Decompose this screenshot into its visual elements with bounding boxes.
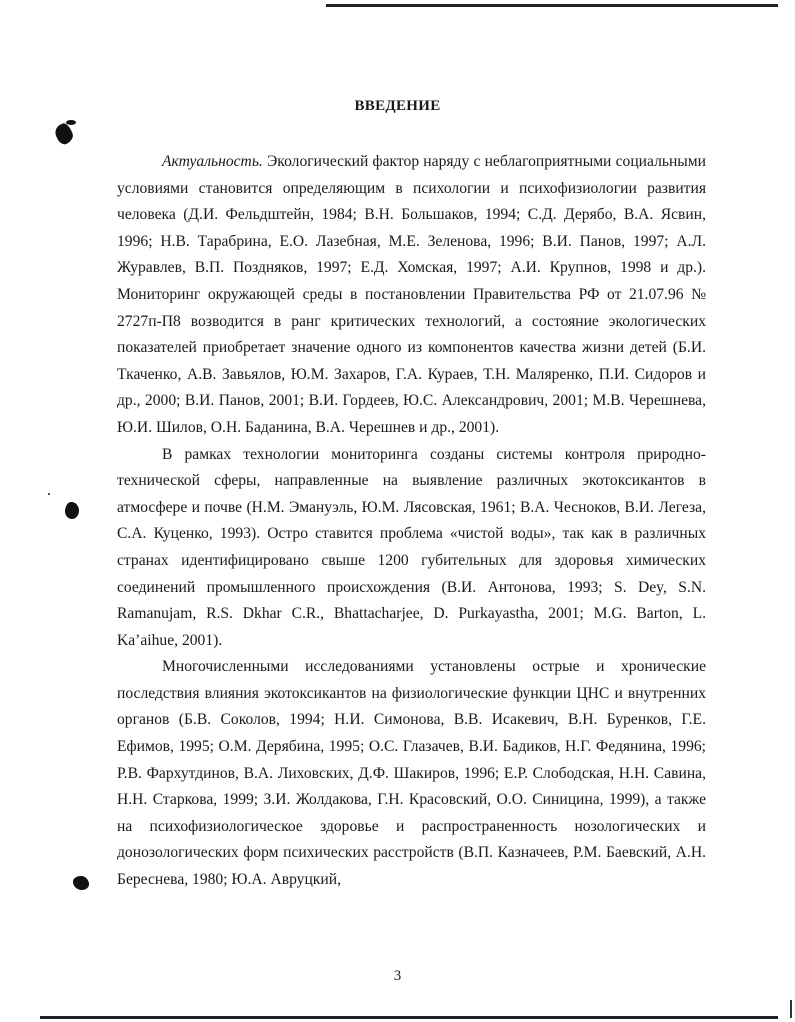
scan-edge-mark xyxy=(790,1000,792,1018)
paragraph-text: Экологический фактор наряду с неблагоприятными социальными условиями становится определяющим в психологии и психофизиологии развития человека (Д.И. Фельдштейн, 1984; В.Н. Большаков, 1994; С.Д. Дерябо, В.А. Ясвин, 1996; Н.В. Тарабрина, Е.О. Лазебная, М.Е. Зеленова, 1996; В.И. Панов, 1997; А.Л. Журавлев, В.П. Поздняков, 1997; Е.Д. Хомская, 1997; А.И. Крупнов, 1998 и др.). Мониторинг окружающей среды в постановлении Правительства РФ от 21.07.96 № 2727п-П8 возводится в ранг критических технологий, а состояние экологических показателей приобретает значение одного из компонентов качества жизни детей (Б.И. Ткаченко, А.В. Завьялов, Ю.М. Захаров, Г.А. Кураев, Т.Н. Маляренко, П.И. Сидоров и др., 2000; В.И. Панов, 2001; В.И. Гордеев, Ю.С. Александрович, 2001; М.В. Черешнева, Ю.И. Шилов, О.Н. Баданина, В.А. Черешнев и др., 2001). xyxy=(117,153,706,436)
scan-top-rule xyxy=(326,4,778,7)
scan-speck xyxy=(48,493,50,495)
paragraph-ecotoxicants: Многочисленными исследованиями установлены острые и хронические последствия влияния экотоксикантов на физиологические функции ЦНС и внутренних органов (Б.В. Соколов, 1994; Н.И. Симонова, В.В. Исакевич, В.Н. Буренков, Г.Е. Ефимов, 1995; О.М. Дерябина, 1995; О.С. Глазачев, В.И. Бадиков, Н.Г. Федянина, 1996; Р.В. Фархутдинов, В.А. Лиховских, Д.Ф. Шакиров, 1996; Е.Р. Слободская, Н.Н. Савина, Н.Н. Старкова, 1999; З.И. Жолдакова, Г.Н. Красовский, О.О. Синицина, 1999), а также на психофизиологическое здоровье и распространенность нозологических и донозологических форм психических расстройств (В.П. Казначеев, Р.М. Баевский, А.Н. Береснева, 1980; Ю.А. Авруцкий, xyxy=(117,658,706,889)
binding-hole-mark xyxy=(73,876,89,890)
ink-blot-mark xyxy=(53,122,76,147)
page-title: ВВЕДЕНИЕ xyxy=(354,98,441,114)
paragraph-lead: Актуальность. xyxy=(162,153,263,170)
paragraph-relevance xyxy=(117,149,706,442)
body-text xyxy=(117,149,706,894)
page-number: 3 xyxy=(393,968,402,984)
ink-blot-mark xyxy=(66,120,76,125)
scan-bottom-rule xyxy=(40,1016,778,1019)
binding-hole-mark xyxy=(65,502,79,519)
paragraph-monitoring: В рамках технологии мониторинга созданы системы контроля природно-технической сферы, направленные на выявление различных экотоксикантов в атмосфере и почве (Н.М. Эмануэль, Ю.М. Лясовская, 1961; В.А. Чесноков, В.И. Легеза, С.А. Куценко, 1993). Остро ставится проблема «чистой воды», так как в различных странах идентифицировано свыше 1200 губительных для здоровья химических соединений промышленного происхождения (В.И. Антонова, 1993; S. Dey, S.N. Ramanujam, R.S. Dkhar C.R., Bhattacharjee, D. Purkayastha, 2001; M.G. Barton, L. Ka’aihue, 2001). xyxy=(117,445,706,649)
